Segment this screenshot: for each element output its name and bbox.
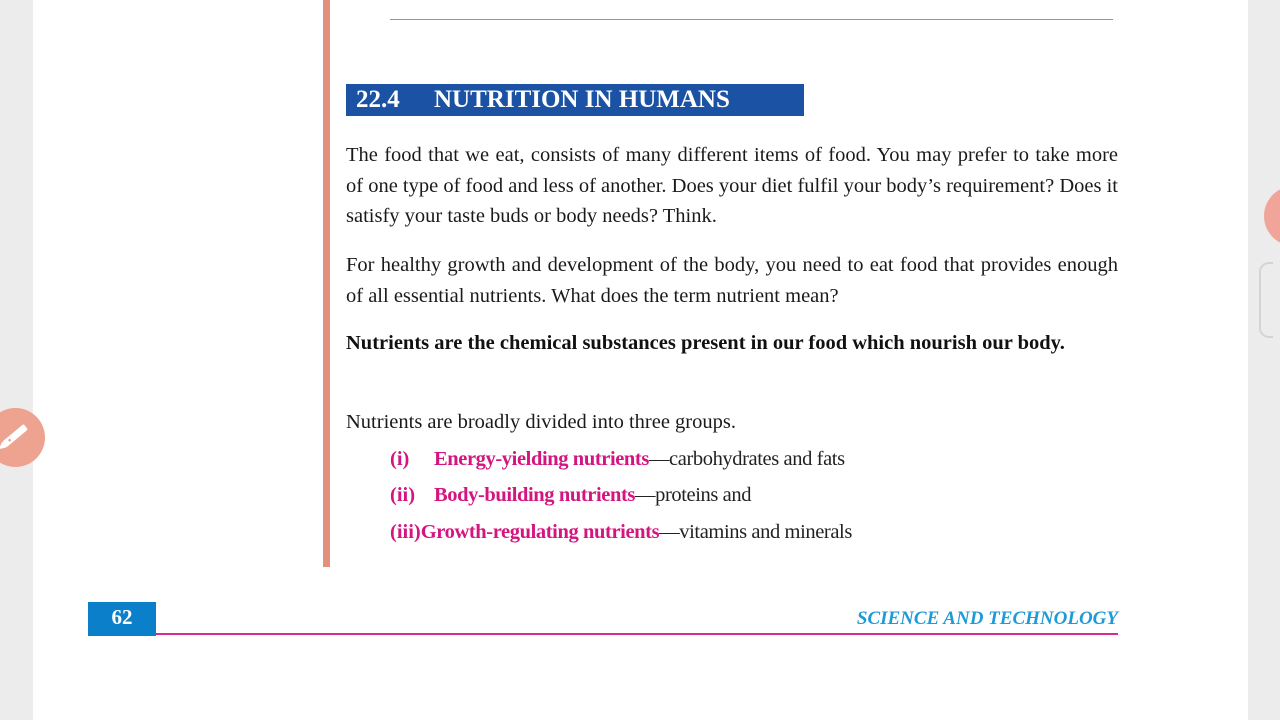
list-item-number: (ii)	[390, 484, 416, 506]
list-item-number: (iii)	[390, 521, 421, 543]
section-title: NUTRITION IN HUMANS	[434, 86, 730, 113]
intro-paragraph: The food that we eat, consists of many different items of food. You may prefer to take more of one type of food and less of another. Does your diet fulfil your body’s requirement? Does it satisfy your taste buds or body needs? Think.	[346, 144, 1118, 227]
list-item-number: (i)	[390, 448, 410, 470]
list-item-name: Growth-regulating nutrients	[420, 521, 660, 543]
growth-paragraph: For healthy growth and development of the body, you need to eat food that provides enough of all essential nutrients. What does the term nutrient mean?	[346, 254, 1118, 307]
list-item	[390, 517, 852, 547]
page-number: 62	[88, 602, 156, 636]
list-item-description: —vitamins and minerals	[659, 521, 852, 543]
definition-paragraph: Nutrients are the chemical substances present in our food which nourish our body.	[346, 332, 1065, 354]
list-item-description: —carbohydrates and fats	[648, 448, 845, 470]
edit-button[interactable]	[0, 408, 45, 467]
list-item-name: Body-building nutrients	[434, 484, 635, 506]
margin-rule	[323, 0, 330, 567]
list-item	[390, 444, 845, 474]
list-item	[390, 480, 751, 510]
scroll-handle[interactable]	[1259, 262, 1273, 338]
book-title: SCIENCE AND TECHNOLOGY	[856, 608, 1118, 629]
groups-intro-paragraph: Nutrients are broadly divided into three groups.	[346, 411, 736, 433]
list-item-description: —proteins and	[635, 484, 752, 506]
pencil-icon	[0, 408, 45, 467]
list-item-name: Energy-yielding nutrients	[434, 448, 649, 470]
top-rule	[390, 19, 1113, 20]
footer-rule	[156, 633, 1118, 635]
section-number: 22.4	[356, 86, 400, 113]
section-heading	[346, 84, 804, 116]
floating-action-button[interactable]	[1264, 186, 1280, 246]
